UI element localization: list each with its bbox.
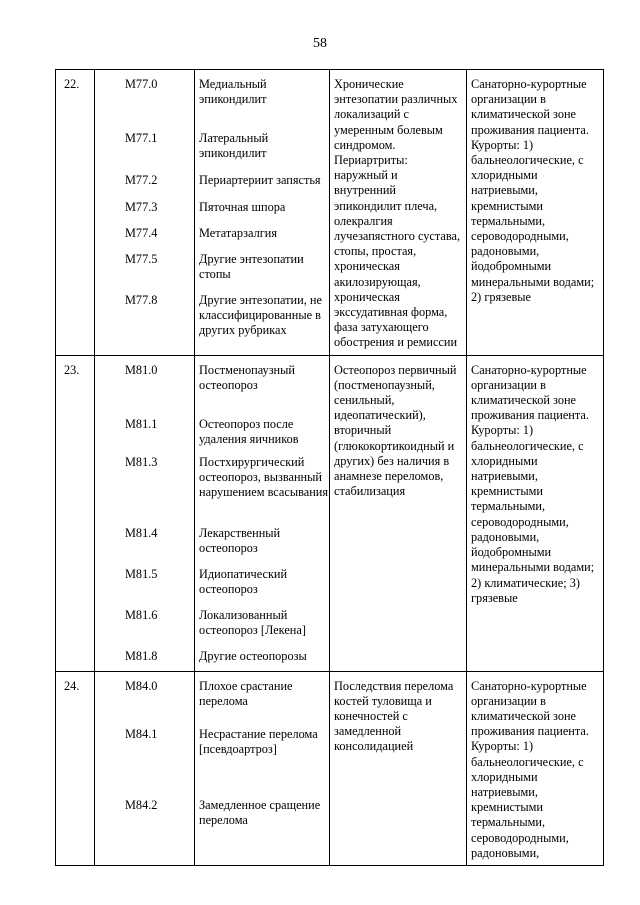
diagnosis-name: Плохое срастание перелома	[199, 678, 293, 708]
diagnosis-name: Несрастание перелома [псевдоартроз]	[199, 726, 318, 756]
row-number: 23.	[56, 355, 95, 671]
diagnosis-name: Другие остеопорозы	[199, 648, 307, 663]
icd-code: M81.1	[125, 416, 158, 431]
icd-code: M81.8	[125, 648, 158, 663]
diagnosis-name: Идиопатический остеопороз	[199, 566, 288, 596]
diagnosis-cell	[195, 70, 330, 356]
icd-code: M81.0	[125, 362, 158, 377]
icd-code: M84.0	[125, 678, 158, 693]
diagnosis-name: Другие энтезопатии, не классифицированные в других рубриках	[199, 293, 322, 338]
page-number: 58	[313, 36, 327, 51]
clinical-description: Хронические энтезопатии различных локализаций с умеренным болевым синдромом. Периартриты: наружный и внутренний эпикондилит плеча, олекралгия лучезапястного сустава, стопы, простая, хроническая акилозирующая, хроническая экссудативная форма, фаза затухающего обострения и ремиссии	[330, 70, 467, 356]
clinical-description: Остеопороз первичный (постменопаузный, сенильный, идеопатический), вторичный (глюкокортикоидный и других) без наличия в анамнезе переломов, стабилизация	[330, 355, 467, 671]
table-row	[56, 671, 604, 865]
icd-code: M81.6	[125, 607, 158, 622]
icd-code: M77.4	[125, 226, 158, 240]
diagnosis-name: Другие энтезопатии стопы	[199, 252, 304, 282]
table-row	[56, 355, 604, 671]
icd-code: M77.8	[125, 293, 158, 307]
code-cell	[95, 355, 195, 671]
diagnosis-name: Латеральный эпикондилит	[199, 131, 269, 161]
diagnosis-name: Постменопаузный остеопороз	[199, 362, 295, 392]
icd-code: M81.4	[125, 525, 158, 540]
diagnosis-name: Постхирургический остеопороз, вызванный нарушением всасывания	[199, 454, 329, 500]
row-number: 24.	[56, 671, 95, 865]
table-row	[56, 70, 604, 356]
icd-code: M77.2	[125, 173, 158, 187]
resort-recommendation: Санаторно-курортные организации в климатической зоне проживания пациента. Курорты: 1) бальнеологические, с хлоридными натриевыми, кремнистыми термальными, сероводородными, радоновыми,	[467, 671, 604, 865]
diagnosis-name: Лекарственный остеопороз	[199, 525, 281, 555]
resort-recommendation: Санаторно-курортные организации в климатической зоне проживания пациента. Курорты: 1) бальнеологические, с хлоридными натриевыми, кремнистыми термальными, сероводородными, радоновыми, йодобромными минеральными водами; 2) грязевые	[467, 70, 604, 356]
icd-code: M77.0	[125, 77, 158, 91]
row-number: 22.	[56, 70, 95, 356]
diagnosis-name: Локализованный остеопороз [Лекена]	[199, 607, 306, 637]
diagnosis-name: Медиальный эпикондилит	[199, 77, 267, 107]
diagnosis-cell	[195, 355, 330, 671]
code-cell	[95, 671, 195, 865]
icd-code: M77.5	[125, 252, 158, 266]
icd-code: M77.3	[125, 200, 158, 214]
code-cell	[95, 70, 195, 356]
icd-code: M84.1	[125, 726, 158, 741]
diagnosis-name: Пяточная шпора	[199, 200, 286, 214]
diagnosis-name: Периартериит запястья	[199, 173, 321, 187]
clinical-description: Последствия перелома костей туловища и конечностей с замедленной консолидацией	[330, 671, 467, 865]
diagnosis-name: Метатарзалгия	[199, 226, 278, 240]
icd-code: M84.2	[125, 797, 158, 812]
resort-recommendation: Санаторно-курортные организации в климатической зоне проживания пациента. Курорты: 1) бальнеологические, с хлоридными натриевыми, кремнистыми термальными, сероводородными, радоновыми, йодобромными минеральными водами; 2) климатические; 3) грязевые	[467, 355, 604, 671]
diagnosis-name: Остеопороз после удаления яичников	[199, 416, 299, 446]
diagnosis-table	[55, 69, 604, 866]
icd-code: M77.1	[125, 131, 158, 145]
diagnosis-cell	[195, 671, 330, 865]
icd-code: M81.5	[125, 566, 158, 581]
diagnosis-name: Замедленное сращение перелома	[199, 797, 321, 827]
icd-code: M81.3	[125, 454, 158, 469]
